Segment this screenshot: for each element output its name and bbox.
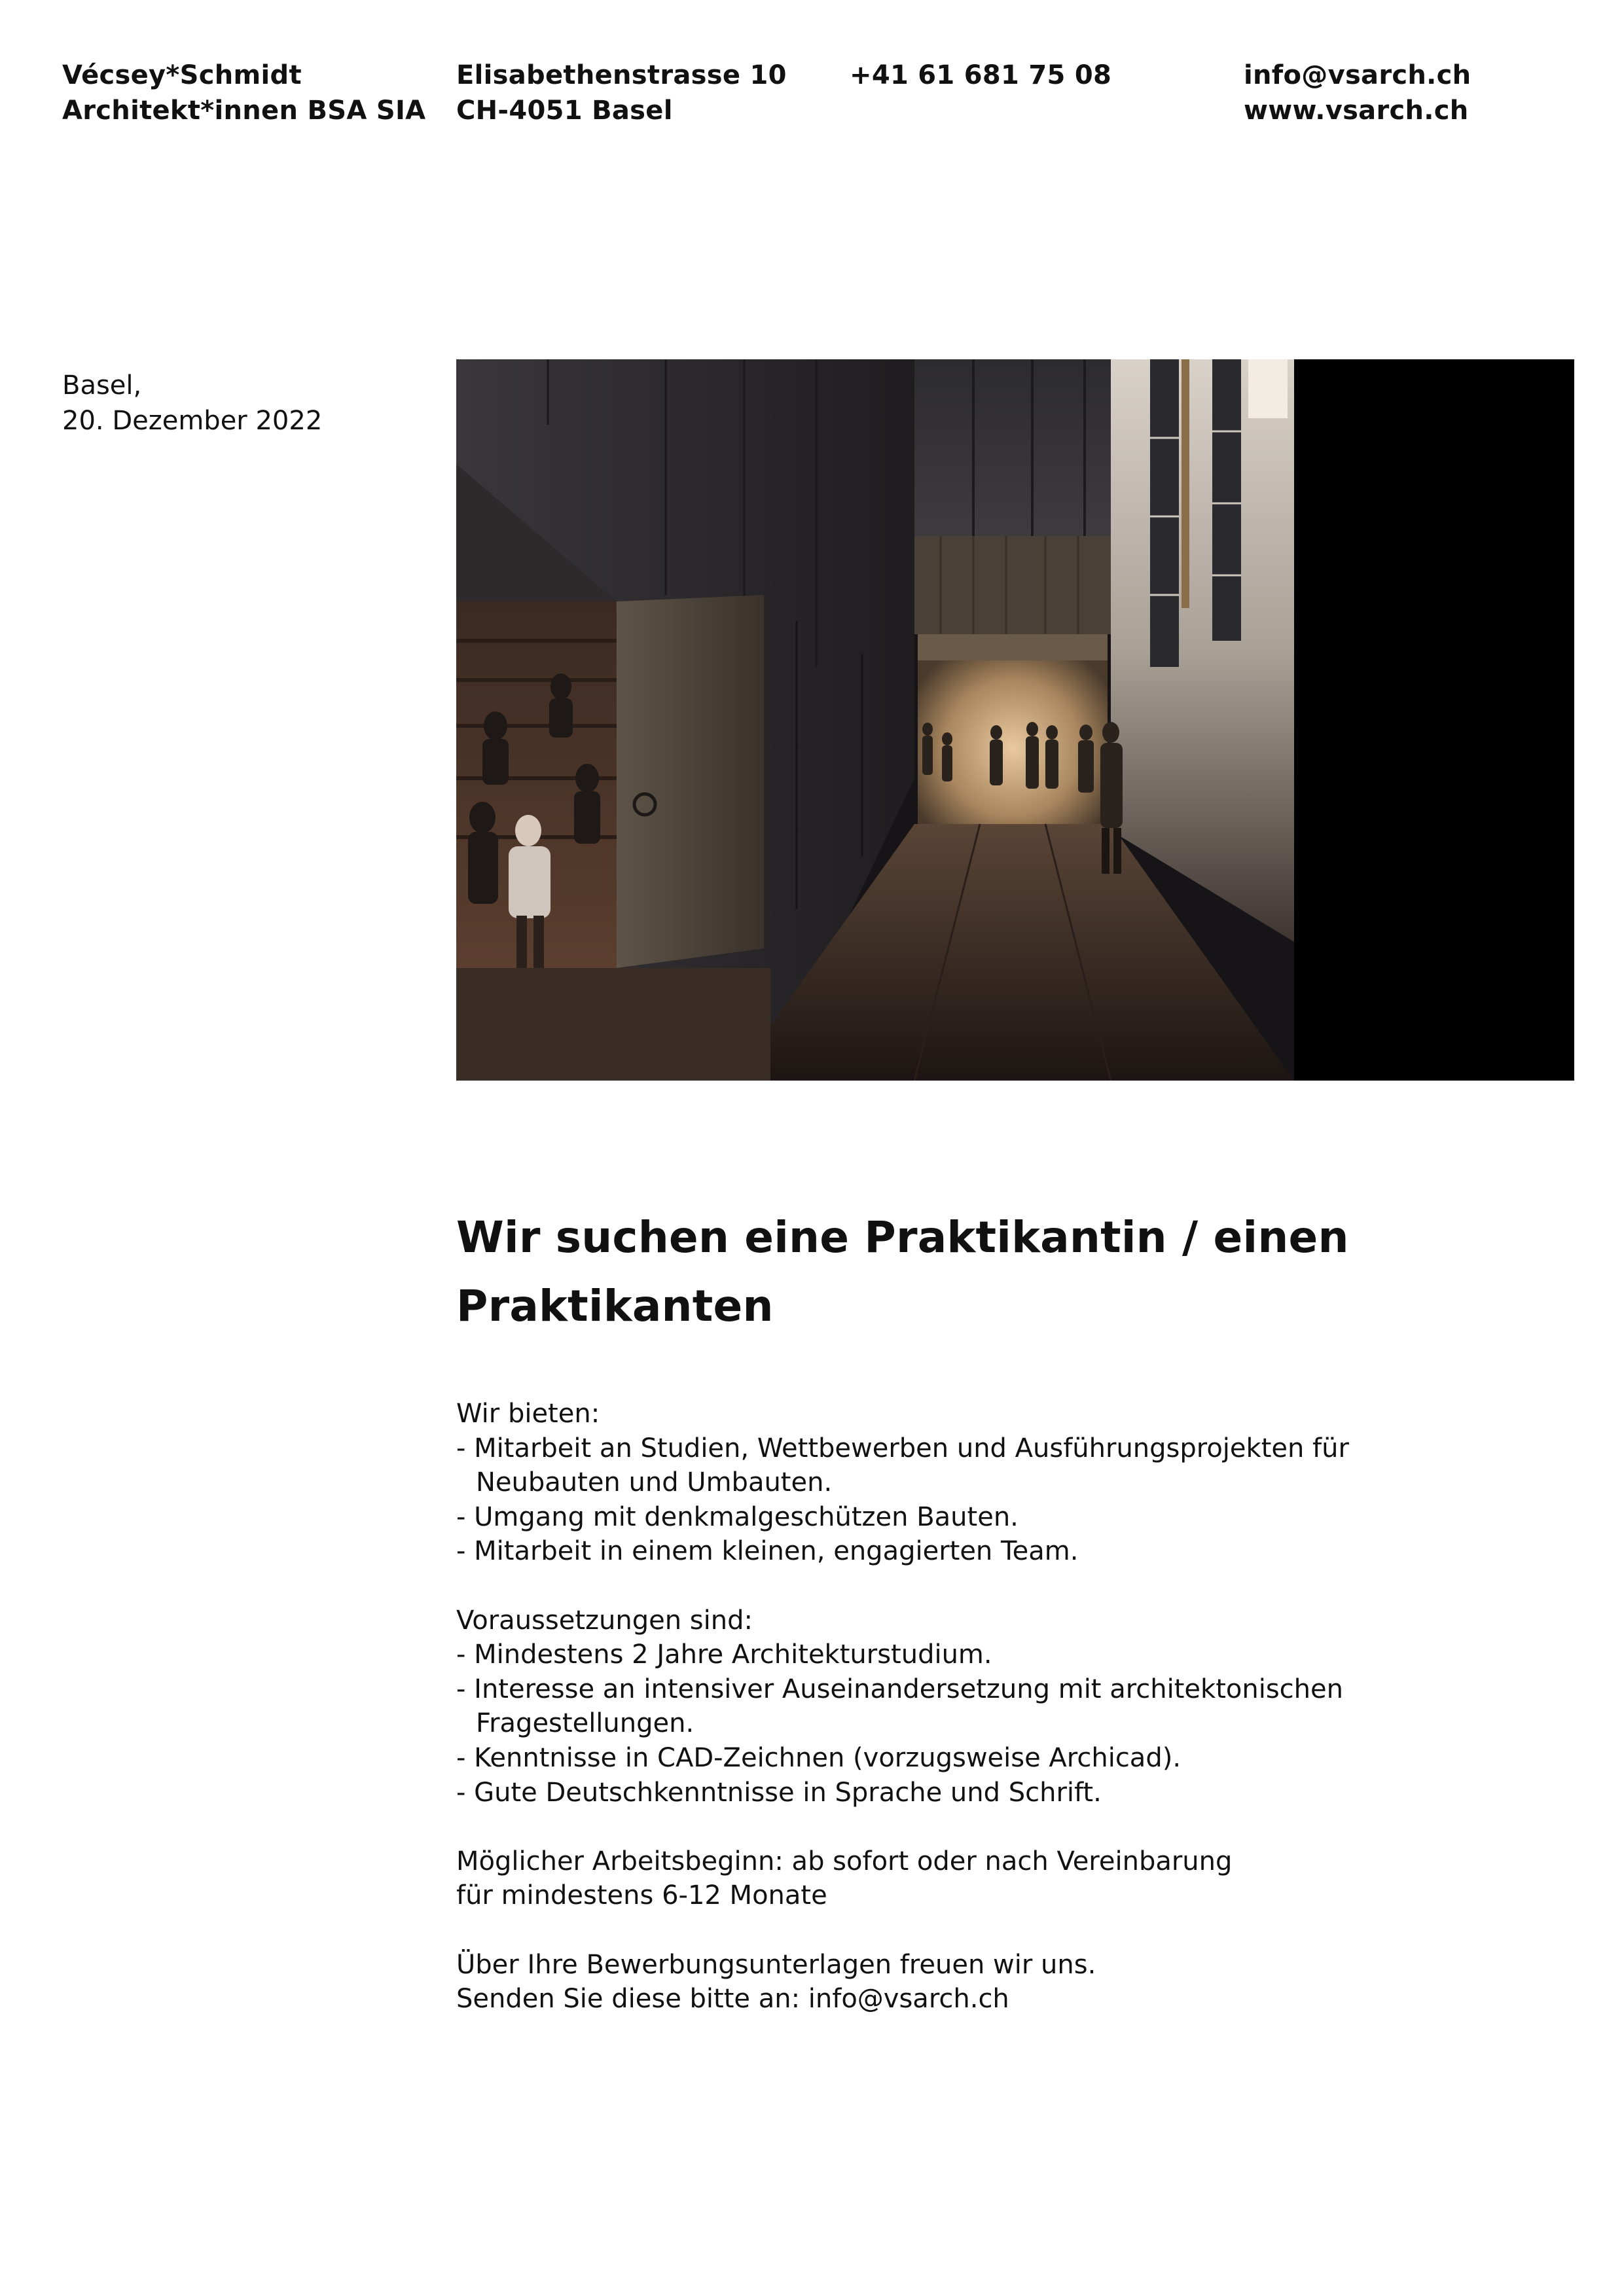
dateline	[62, 368, 322, 439]
phone-number: +41 61 681 75 08	[850, 60, 1112, 90]
email-link[interactable]: info@vsarch.ch	[1244, 60, 1471, 90]
dateline-date: 20. Dezember 2022	[62, 406, 323, 436]
job-headline: Wir suchen eine Praktikantin / einen Praktikanten	[456, 1212, 1349, 1331]
requirement-item-continuation: Fragestellungen.	[476, 1708, 695, 1739]
website-link[interactable]: www.vsarch.ch	[1244, 96, 1469, 126]
firm-subtitle: Architekt*innen BSA SIA	[62, 96, 426, 126]
street-address: Elisabethenstrasse 10	[456, 60, 787, 90]
requirement-item: - Mindestens 2 Jahre Architekturstudium.	[456, 1640, 992, 1670]
requirement-item: - Gute Deutschkenntnisse in Sprache und Schrift.	[456, 1777, 1102, 1808]
firm-name: Vécsey*Schmidt	[62, 60, 302, 90]
letterhead-phone	[850, 58, 1111, 93]
offer-heading: Wir bieten:	[456, 1399, 600, 1429]
letterhead-firm	[62, 58, 425, 128]
letterhead-address	[456, 58, 787, 128]
duration-text: für mindestens 6-12 Monate	[456, 1880, 827, 1911]
hero-image	[456, 359, 1574, 1081]
offer-item: - Umgang mit denkmalgeschützen Bauten.	[456, 1501, 1019, 1532]
dateline-place: Basel,	[62, 370, 142, 401]
paragraph-gap	[456, 1913, 1438, 1948]
closing-text: Über Ihre Bewerbungsunterlagen freuen wir uns.	[456, 1949, 1096, 1980]
paragraph-gap	[456, 1810, 1438, 1844]
letter-body	[456, 1397, 1438, 2017]
interior-rendering	[456, 359, 1574, 1081]
letterhead-contact	[1244, 58, 1471, 128]
requirement-item: - Kenntnisse in CAD-Zeichnen (vorzugsweise Archicad).	[456, 1742, 1182, 1773]
offer-item: - Mitarbeit in einem kleinen, engagierten Team.	[456, 1536, 1079, 1567]
start-date-text: Möglicher Arbeitsbeginn: ab sofort oder nach Vereinbarung	[456, 1846, 1233, 1876]
application-contact: Senden Sie diese bitte an: info@vsarch.ch	[456, 1984, 1009, 2015]
requirement-item: - Interesse an intensiver Auseinandersetzung mit architektonischen	[456, 1674, 1343, 1704]
offer-item: - Mitarbeit an Studien, Wettbewerben und Ausführungsprojekten für	[456, 1433, 1349, 1463]
city-address: CH-4051 Basel	[456, 96, 673, 126]
requirements-heading: Voraussetzungen sind:	[456, 1605, 753, 1636]
paragraph-gap	[456, 1569, 1438, 1604]
offer-item-continuation: Neubauten und Umbauten.	[476, 1467, 833, 1498]
